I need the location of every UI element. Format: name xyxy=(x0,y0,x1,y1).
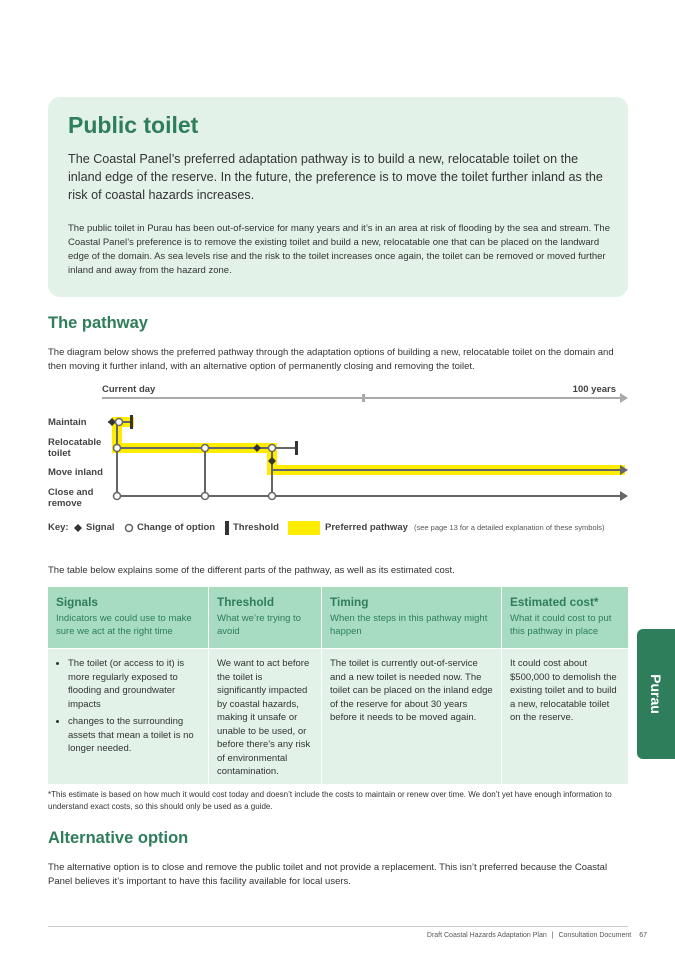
threshold-marker xyxy=(130,415,133,429)
timeline-start-label: Current day xyxy=(102,384,156,395)
row-label-move-inland: Move inland xyxy=(48,467,103,478)
column-header-threshold: Threshold What we’re trying to avoid xyxy=(209,587,321,648)
section-tab-label: Purau xyxy=(648,674,664,714)
legend-signal: Signal xyxy=(86,522,115,533)
cell-signals xyxy=(48,649,208,784)
preferred-highlight xyxy=(112,417,625,475)
alternative-description: The alternative option is to close and remove the public toilet and not provide a replacement. This isn’t preferred because the Coastal Panel believes it’s important to have this facility available for local users. xyxy=(48,862,608,887)
alternative-heading: Alternative option xyxy=(48,829,189,847)
legend-note: (see page 13 for a detailed explanation of these symbols) xyxy=(414,523,605,532)
legend-change: Change of option xyxy=(137,522,216,533)
column-header-timing: Timing When the steps in this pathway might happen xyxy=(322,587,501,648)
timeline-arrowhead xyxy=(620,393,628,403)
timeline-end-label: 100 years xyxy=(572,384,616,395)
footer-divider xyxy=(48,926,628,927)
row-label-close-remove: Close and remove xyxy=(48,487,94,509)
cell-timing: The toilet is currently out-of-service and a new toilet is needed now. The toilet can be placed on the inland edge of the reserve for about 30 years before it needs to be moved again. xyxy=(322,649,501,784)
close-remove-arrowhead xyxy=(620,491,628,501)
column-header-cost: Estimated cost* What it could cost to put this pathway in place xyxy=(502,587,628,648)
row-label-relocatable: Relocatable toilet xyxy=(48,437,102,459)
legend-key: Key: xyxy=(48,522,69,533)
timeline-midpoint xyxy=(362,394,365,402)
pathway-heading: The pathway xyxy=(48,314,148,332)
page-title: Public toilet xyxy=(68,112,199,138)
pathway-description: The diagram below shows the preferred pathway through the adaptation options of building a new, relocatable toilet on the domain and then moving it further inland, with an alternative option of permanently closing and removing the toilet. xyxy=(48,347,614,372)
threshold-marker xyxy=(295,441,298,455)
threshold-icon xyxy=(224,521,230,535)
legend-preferred: Preferred pathway xyxy=(325,522,408,533)
cost-footnote: *This estimate is based on how much it would cost today and doesn’t include the costs to maintain or renew over time. We don’t yet have enough information to understand exact costs, so this should only be used as a guide. xyxy=(48,790,612,811)
legend-threshold: Threshold xyxy=(233,522,279,533)
footer-doc-title: Draft Coastal Hazards Adaptation Plan xyxy=(426,932,547,939)
intro-body-text: The public toilet in Purau has been out-of-service for many years and it’s in an area at risk of flooding by the sea and stream. The Coastal Panel’s preference is to remove the existing toilet and build a new, relocatable one that can be placed on the landward edge of the domain. As sea levels rise and the risk to the toilet increases once again, the toilet can be removed or moved further inland and away from the hazard zone. xyxy=(68,223,610,276)
preferred-swatch xyxy=(288,521,320,535)
footer-section: Consultation Document xyxy=(558,932,632,939)
cell-threshold: We want to act before the toilet is significantly impacted by coastal hazards, making it unsafe or unable to be used, or before there’s any risk of environmental contamination. xyxy=(209,649,321,784)
footer-separator: | xyxy=(551,932,554,939)
signal-icon xyxy=(73,523,83,533)
change-markers xyxy=(114,419,276,500)
row-label-maintain: Maintain xyxy=(48,417,87,428)
diagram-legend xyxy=(48,520,638,536)
pathway-diagram xyxy=(44,378,634,513)
intro-lead-text: The Coastal Panel’s preferred adaptation pathway is to build a new, relocatable toilet on the inland edge of the reserve. In the future, the preference is to move the toilet further inland as the risk of coastal hazards increases. xyxy=(68,152,603,202)
page-footer xyxy=(427,932,647,939)
signal-item: • The toilet (or access to it) is more regularly exposed to flooding and groundwater impacts xyxy=(68,657,200,711)
signal-item: • changes to the surrounding assets that mean a toilet is no longer needed. xyxy=(68,715,200,756)
table-intro: The table below explains some of the different parts of the pathway, as well as its estimated cost. xyxy=(48,565,455,576)
pathway-table xyxy=(48,587,628,784)
cell-cost: It could cost about $500,000 to demolish the existing toilet and to build a new, relocatable toilet on the reserve. xyxy=(502,649,628,784)
section-tab xyxy=(637,629,675,759)
pathway-lines xyxy=(108,422,622,500)
page-number: 67 xyxy=(639,932,647,939)
change-of-option-icon xyxy=(124,523,134,533)
column-header-signals: Signals Indicators we could use to make sure we act at the right time xyxy=(48,587,208,648)
